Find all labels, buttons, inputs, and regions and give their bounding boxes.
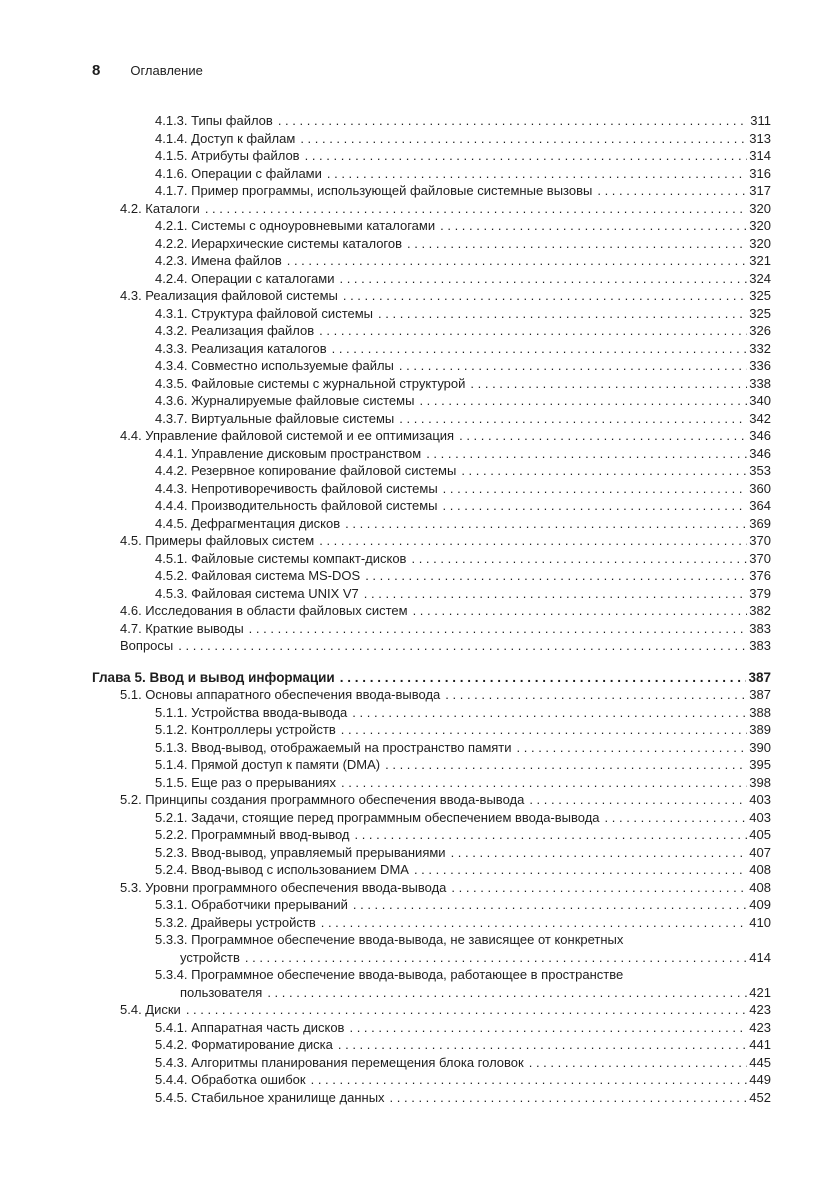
dot-leader (605, 809, 748, 827)
toc-entry (92, 287, 771, 305)
toc-entry-label: 4.1.4. Доступ к файлам (155, 130, 296, 146)
toc-entry-label: 4.3.1. Структура файловой системы (155, 305, 374, 321)
toc-entry-label: 4.7. Краткие выводы (120, 620, 244, 636)
dot-leader (413, 602, 748, 620)
dot-leader (399, 357, 747, 375)
dot-leader (354, 826, 747, 844)
toc-entry-page: 353 (749, 463, 771, 478)
dot-leader (338, 1036, 747, 1054)
toc-entry-page: 449 (749, 1072, 771, 1087)
toc-entry-label: 5.3.3. Программное обеспечение ввода-вывода, не зависящее от конкретных (155, 932, 624, 947)
toc-entry-label: Глава 5. Ввод и вывод информации (92, 669, 335, 685)
toc-entry (92, 182, 771, 200)
dot-leader (419, 392, 747, 410)
toc-entry-label: 5.4.1. Аппаратная часть дисков (155, 1019, 345, 1035)
running-head-title: Оглавление (130, 63, 203, 78)
toc-entry-label-continuation: пользователя (180, 984, 263, 1000)
toc-entry-page: 311 (750, 113, 771, 128)
toc-entry-page: 421 (749, 984, 771, 1000)
toc-entry-label: 4.4.4. Производительность файловой системы (155, 498, 438, 513)
toc-entry (92, 896, 771, 914)
dot-leader (343, 287, 747, 305)
dot-leader (319, 322, 747, 340)
toc-entry-page: 403 (749, 792, 771, 807)
toc-entry (92, 567, 771, 585)
toc-entry-page: 387 (748, 669, 771, 685)
page-header (92, 62, 203, 79)
toc-entry-label: 4.2. Каталоги (120, 200, 200, 216)
toc-entry (92, 357, 771, 375)
toc-entry (92, 686, 771, 704)
toc-entry (92, 392, 771, 410)
toc-entry (92, 721, 771, 739)
dot-leader (411, 550, 747, 568)
dot-leader (390, 1089, 748, 1107)
toc-entry-page: 370 (749, 533, 771, 548)
toc-entry-page: 342 (749, 410, 771, 426)
toc-entry-label: 5.3.4. Программное обеспечение ввода-вывода, работающее в пространстве (155, 967, 624, 982)
toc-entry-page: 325 (749, 305, 771, 321)
dot-leader (414, 861, 747, 879)
dot-leader (597, 182, 747, 200)
toc-list (92, 112, 771, 1106)
toc-entry-page: 314 (749, 148, 771, 163)
toc-entry-page: 423 (749, 1019, 771, 1035)
toc-entry-label: 5.1. Основы аппаратного обеспечения ввода-вывода (120, 687, 441, 702)
toc-entry-page: 423 (749, 1002, 771, 1017)
dot-leader (443, 480, 748, 498)
dot-leader (461, 462, 747, 480)
dot-leader (426, 445, 747, 463)
toc-entry (92, 602, 771, 620)
toc-entry (92, 1019, 771, 1037)
toc-entry-page: 325 (749, 288, 771, 303)
toc-chapter-entry (92, 669, 771, 687)
toc-entry-label: 4.1.5. Атрибуты файлов (155, 148, 300, 163)
toc-entry-label: 4.3.2. Реализация файлов (155, 323, 315, 338)
toc-entry-label: 5.1.3. Ввод-вывод, отображаемый на пространство памяти (155, 739, 512, 755)
dot-leader (451, 879, 747, 897)
toc-entry (92, 844, 771, 862)
toc-entry-page: 390 (749, 739, 771, 755)
toc-entry-label: 5.3. Уровни программного обеспечения ввода-вывода (120, 879, 447, 895)
toc-entry (92, 879, 771, 897)
dot-leader (305, 147, 748, 165)
toc-entry-label: 4.4.1. Управление дисковым пространством (155, 445, 422, 461)
toc-entry-label: 4.2.3. Имена файлов (155, 253, 282, 268)
toc-entry-page: 332 (749, 340, 771, 356)
toc-entry-page: 383 (749, 638, 771, 653)
toc-entry (92, 809, 771, 827)
toc-entry-label: 5.3.1. Обработчики прерываний (155, 897, 348, 912)
toc-entry-label: 4.2.4. Операции с каталогами (155, 270, 335, 286)
dot-leader (287, 252, 748, 270)
toc-entry (92, 147, 771, 165)
dot-leader (205, 200, 747, 218)
toc-entry-label: 4.4.5. Дефрагментация дисков (155, 515, 341, 531)
dot-leader (385, 756, 747, 774)
dot-leader (321, 914, 748, 932)
toc-entry-label: 5.1.1. Устройства ввода-вывода (155, 704, 348, 720)
dot-leader (440, 217, 747, 235)
toc-entry-label: 4.5.1. Файловые системы компакт-дисков (155, 550, 407, 566)
toc-entry (92, 739, 771, 757)
toc-entry (92, 480, 771, 498)
toc-entry (92, 620, 771, 638)
toc-entry (92, 585, 771, 603)
toc-entry-page: 387 (749, 687, 771, 702)
toc-entry-page: 409 (749, 897, 771, 912)
toc-entry-label: 4.5. Примеры файловых систем (120, 533, 315, 548)
toc-entry-label: 4.5.2. Файловая система MS-DOS (155, 568, 361, 583)
toc-entry (92, 637, 771, 655)
toc-entry-label-continuation: устройств (180, 949, 240, 965)
dot-leader (327, 165, 747, 183)
toc-entry-label: 5.4. Диски (120, 1002, 181, 1017)
toc-entry (92, 704, 771, 722)
toc-entry (92, 427, 771, 445)
toc-entry (92, 445, 771, 463)
toc-entry-page: 414 (749, 949, 771, 965)
dot-leader (311, 1071, 748, 1089)
toc-entry (92, 340, 771, 358)
toc-entry (92, 774, 771, 792)
toc-entry (92, 966, 771, 984)
dot-leader (278, 112, 748, 130)
toc-entry (92, 515, 771, 533)
toc-entry-page: 321 (749, 253, 771, 268)
toc-entry-label: 4.3. Реализация файловой системы (120, 288, 338, 303)
toc-entry-label: 4.5.3. Файловая система UNIX V7 (155, 585, 359, 601)
toc-entry-page: 398 (749, 774, 771, 790)
toc-entry (92, 756, 771, 774)
toc-entry (92, 112, 771, 130)
toc-entry-page: 369 (749, 515, 771, 531)
toc-entry-page: 382 (749, 603, 771, 618)
dot-leader (451, 844, 748, 862)
dot-leader (300, 130, 747, 148)
dot-leader (365, 567, 747, 585)
toc-entry (92, 497, 771, 515)
toc-entry (92, 200, 771, 218)
toc-entry-page: 320 (749, 218, 771, 233)
toc-entry-page: 324 (749, 270, 771, 286)
dot-leader (407, 235, 747, 253)
toc-entry (92, 217, 771, 235)
toc-entry-label: 4.2.1. Системы с одноуровневыми каталогами (155, 218, 436, 233)
toc-entry-label: 4.3.5. Файловые системы с журнальной структурой (155, 375, 466, 391)
dot-leader (267, 984, 747, 1002)
toc-entry-page: 452 (749, 1089, 771, 1105)
toc-entry (92, 1054, 771, 1072)
toc-entry (92, 914, 771, 932)
toc-entry (92, 305, 771, 323)
toc-entry (92, 322, 771, 340)
toc-entry-page: 445 (749, 1054, 771, 1070)
toc-entry-label: 5.4.3. Алгоритмы планирования перемещения блока головок (155, 1054, 524, 1070)
toc-entry-label: 5.2. Принципы создания программного обеспечения ввода-вывода (120, 792, 525, 807)
toc-entry-page: 370 (749, 550, 771, 566)
dot-leader (445, 686, 747, 704)
toc-entry-page: 316 (749, 165, 771, 181)
dot-leader (529, 791, 747, 809)
toc-entry-label: 5.4.2. Форматирование диска (155, 1037, 333, 1052)
toc-entry-page: 326 (749, 323, 771, 338)
toc-entry-page: 338 (749, 375, 771, 391)
dot-leader (340, 669, 747, 687)
dot-leader (341, 774, 747, 792)
toc-entry (92, 861, 771, 879)
toc-entry (92, 550, 771, 568)
toc-entry-label: 4.2.2. Иерархические системы каталогов (155, 235, 403, 251)
toc-entry-label: 5.2.4. Ввод-вывод с использованием DMA (155, 862, 409, 877)
toc-entry-page: 395 (749, 757, 771, 772)
toc-entry (92, 931, 771, 949)
toc-entry-page: 360 (749, 480, 771, 496)
dot-leader (353, 896, 747, 914)
toc-entry-page: 320 (749, 235, 771, 251)
toc-entry-page: 317 (749, 183, 771, 198)
toc-entry-page: 376 (749, 568, 771, 583)
toc-entry-label: 4.6. Исследования в области файловых систем (120, 603, 408, 618)
toc-entry-label: 5.2.1. Задачи, стоящие перед программным обеспечением ввода-вывода (155, 809, 600, 825)
dot-leader (459, 427, 747, 445)
dot-leader (178, 637, 747, 655)
toc-entry-continuation (92, 984, 771, 1002)
toc-entry (92, 252, 771, 270)
dot-leader (349, 1019, 747, 1037)
toc-entry (92, 532, 771, 550)
dot-leader (345, 515, 747, 533)
toc-entry (92, 826, 771, 844)
toc-entry-page: 383 (749, 620, 771, 636)
toc-entry-page: 379 (749, 585, 771, 601)
toc-entry-page: 346 (749, 445, 771, 461)
toc-entry-page: 340 (749, 393, 771, 408)
toc-entry-label: 4.1.3. Типы файлов (155, 113, 273, 128)
dot-leader (470, 375, 747, 393)
toc-entry-label: 4.1.7. Пример программы, использующей файловые системные вызовы (155, 183, 593, 198)
toc-entry (92, 462, 771, 480)
toc-entry-label: 4.4.3. Непротиворечивость файловой системы (155, 480, 438, 496)
toc-entry-page: 388 (749, 704, 771, 720)
dot-leader (378, 305, 747, 323)
toc-entry-label: 4.3.6. Журналируемые файловые системы (155, 393, 415, 408)
toc-entry-page: 403 (749, 809, 771, 825)
dot-leader (399, 410, 747, 428)
toc-entry-label: 4.3.4. Совместно используемые файлы (155, 358, 394, 373)
dot-leader (339, 270, 747, 288)
toc-entry-page: 441 (749, 1037, 771, 1052)
dot-leader (443, 497, 748, 515)
toc-entry-page: 408 (749, 879, 771, 895)
dot-leader (529, 1054, 748, 1072)
toc-entry-page: 364 (749, 498, 771, 513)
toc-entry-page: 389 (749, 722, 771, 737)
dot-leader (319, 532, 747, 550)
toc-entry-label: 4.3.7. Виртуальные файловые системы (155, 410, 395, 426)
toc-entry (92, 130, 771, 148)
toc-entry (92, 1089, 771, 1107)
dot-leader (364, 585, 748, 603)
toc-entry-page: 313 (749, 130, 771, 146)
toc-entry-label: Вопросы (120, 638, 174, 653)
dot-leader (517, 739, 748, 757)
toc-entry-label: 5.1.4. Прямой доступ к памяти (DMA) (155, 757, 381, 772)
toc-entry-page: 405 (749, 827, 771, 842)
toc-entry-label: 4.4.2. Резервное копирование файловой системы (155, 463, 457, 478)
toc-entry-label: 5.4.4. Обработка ошибок (155, 1072, 306, 1087)
toc-entry (92, 1001, 771, 1019)
toc-entry (92, 791, 771, 809)
toc-entry-label: 5.2.2. Программный ввод-вывод (155, 827, 350, 842)
toc-entry-label: 4.4. Управление файловой системой и ее оптимизация (120, 428, 455, 443)
toc-entry-page: 408 (749, 862, 771, 877)
toc-entry-page: 336 (749, 358, 771, 373)
toc-entry-page: 407 (749, 844, 771, 860)
toc-entry (92, 1036, 771, 1054)
toc-entry-label: 4.3.3. Реализация каталогов (155, 340, 327, 356)
dot-leader (245, 949, 747, 967)
dot-leader (332, 340, 748, 358)
toc-entry (92, 270, 771, 288)
toc-entry-label: 5.2.3. Ввод-вывод, управляемый прерываниями (155, 844, 446, 860)
toc-entry-label: 5.3.2. Драйверы устройств (155, 914, 316, 930)
toc-entry-label: 4.1.6. Операции с файлами (155, 165, 322, 181)
toc-entry-label: 5.1.5. Еще раз о прерываниях (155, 774, 336, 790)
toc-entry (92, 375, 771, 393)
dot-leader (249, 620, 748, 638)
toc-entry (92, 165, 771, 183)
dot-leader (352, 704, 747, 722)
toc-entry-continuation (92, 949, 771, 967)
toc-entry-page: 410 (749, 914, 771, 930)
dot-leader (186, 1001, 747, 1019)
page-number: 8 (92, 62, 101, 79)
toc-entry-label: 5.1.2. Контроллеры устройств (155, 722, 336, 737)
toc-entry (92, 1071, 771, 1089)
toc-entry-label: 5.4.5. Стабильное хранилище данных (155, 1089, 385, 1105)
toc-entry-page: 346 (749, 428, 771, 443)
toc-entry (92, 235, 771, 253)
toc-entry-page: 320 (749, 200, 771, 216)
toc-entry (92, 410, 771, 428)
dot-leader (341, 721, 748, 739)
